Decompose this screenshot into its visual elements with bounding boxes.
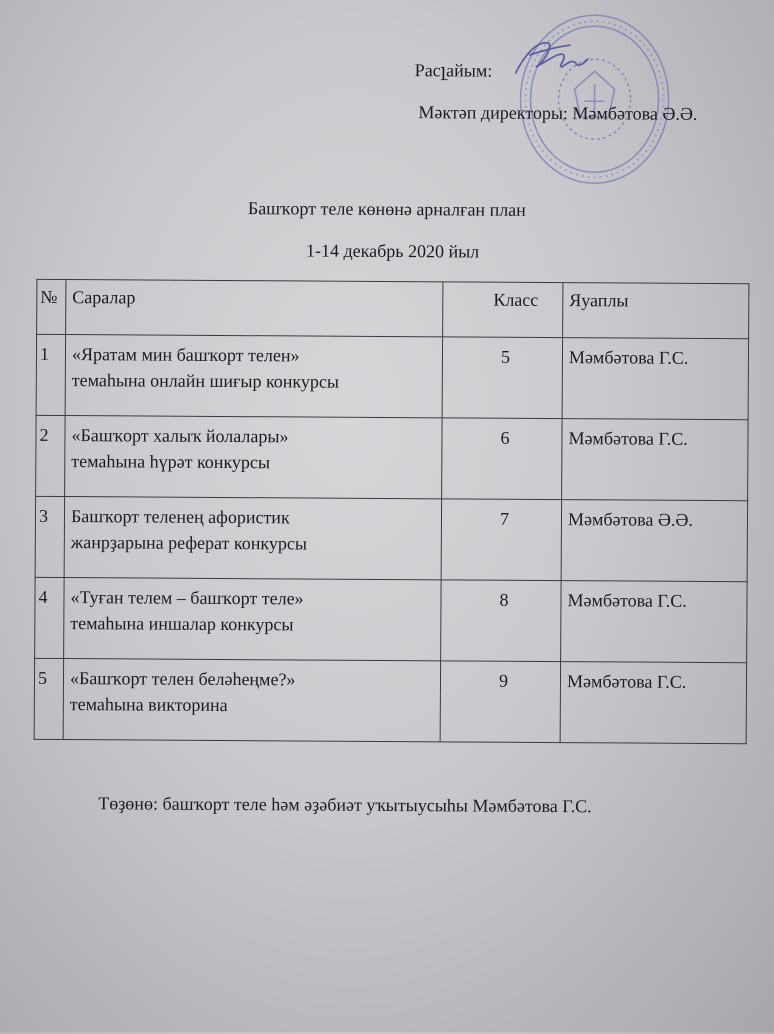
- row-class: 9: [440, 661, 560, 743]
- header-class: Класс: [443, 282, 563, 338]
- activity-line: жанрҙарына реферат конкурсы: [70, 532, 308, 554]
- activity-line: «Туған телем – башҡорт теле»: [70, 587, 304, 609]
- row-activity: [64, 497, 441, 580]
- row-class: 5: [442, 337, 562, 419]
- row-responsible: Мәмбәтова Г.С.: [561, 581, 747, 663]
- row-class: 7: [441, 499, 561, 581]
- table-row: [36, 334, 748, 419]
- row-number: 3: [35, 496, 64, 577]
- activity-line: темаһына онлайн шиғыр конкурсы: [71, 370, 340, 392]
- events-table: [34, 279, 750, 744]
- plan-date-range: 1-14 декабрь 2020 йыл: [305, 240, 480, 262]
- row-number: 1: [36, 334, 65, 415]
- table-row: [36, 415, 748, 500]
- activity-line: «Башҡорт телен беләһеңме?»: [69, 668, 296, 690]
- row-number: 5: [34, 658, 63, 739]
- row-responsible: Мәмбәтова Г.С.: [560, 662, 746, 744]
- activity-line: темаһына викторина: [69, 694, 228, 716]
- row-activity: [65, 335, 442, 418]
- row-activity: [63, 659, 440, 742]
- row-number: 4: [35, 577, 64, 658]
- header-number: №: [37, 279, 66, 334]
- row-responsible: Мәмбәтова Г.С.: [562, 419, 748, 501]
- table-row: [35, 496, 747, 581]
- director-approval-line: Мәктәп директоры: Мәмбәтова Ә.Ә.: [418, 102, 698, 124]
- row-class: 8: [441, 580, 561, 662]
- header-responsible: Яуаплы: [563, 283, 749, 339]
- activity-line: темаһына һүрәт конкурсы: [71, 451, 271, 473]
- activity-line: Башҡорт теленең афористик: [70, 506, 290, 528]
- approval-label: Расլайым:: [414, 60, 493, 81]
- plan-title: Башҡорт теле көнөнә арналған план: [247, 198, 526, 220]
- table-row: [34, 658, 746, 743]
- row-class: 6: [442, 418, 562, 500]
- compiled-by-line: Төҙөнө: башҡорт теле һәм әҙәбиәт уҡытыусыһы Мәмбәтова Г.С.: [98, 793, 592, 817]
- director-signature: [508, 33, 593, 84]
- row-number: 2: [36, 415, 65, 496]
- activity-line: «Башҡорт халыҡ йолалары»: [71, 425, 289, 447]
- row-responsible: Мәмбәтова Ә.Ә.: [561, 500, 747, 582]
- activity-line: «Яратам мин башҡорт телен»: [71, 344, 300, 366]
- table-header-row: [37, 279, 749, 338]
- table-row: [35, 577, 747, 662]
- row-activity: [65, 416, 442, 499]
- row-activity: [64, 578, 441, 661]
- header-activities: Саралар: [66, 280, 443, 337]
- activity-line: темаһына иншалар конкурсы: [70, 613, 294, 635]
- row-responsible: Мәмбәтова Г.С.: [562, 338, 748, 420]
